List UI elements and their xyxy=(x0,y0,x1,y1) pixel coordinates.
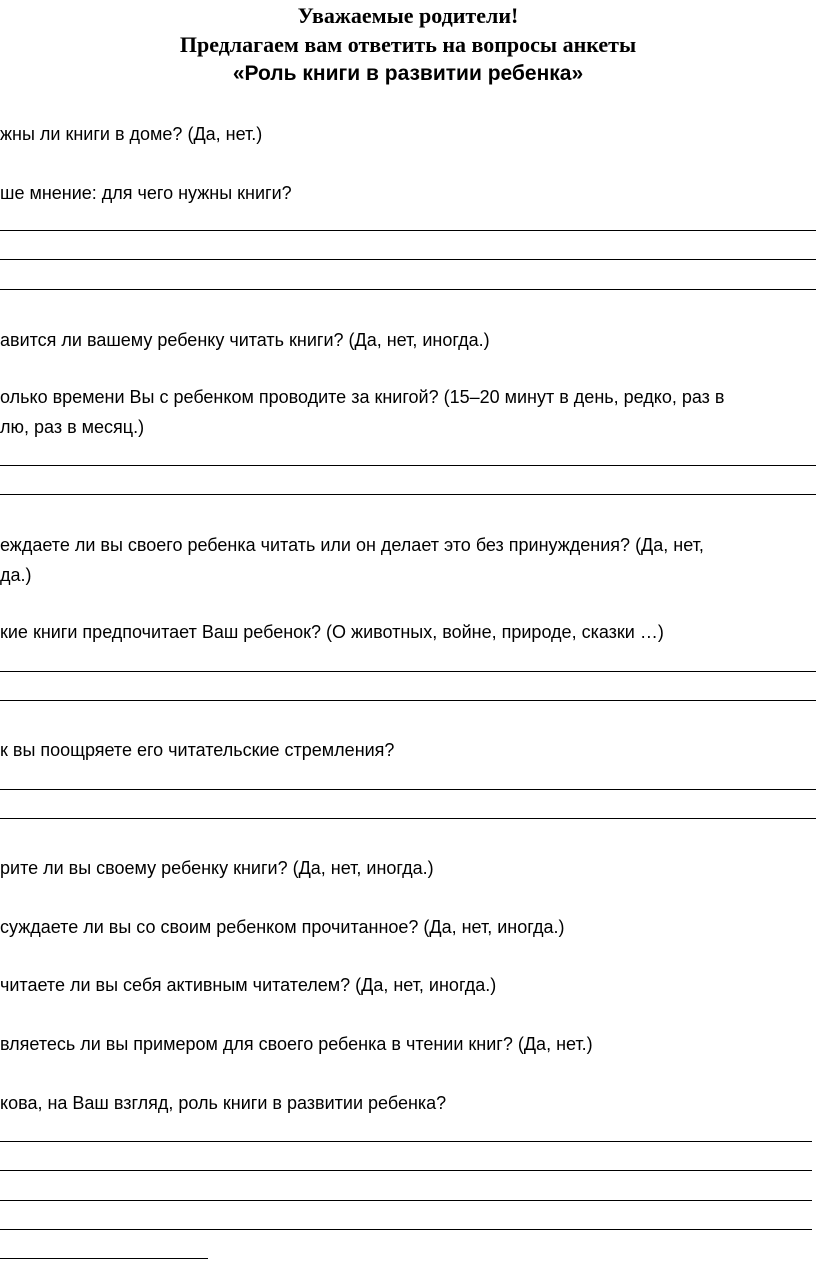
question-3: авится ли вашему ребенку читать книги? (Да, нет, иногда.) xyxy=(0,330,490,350)
answer-line[interactable] xyxy=(0,671,816,672)
question-4: олько времени Вы с ребенком проводите за книгой? (15–20 минут в день, редко, раз в xyxy=(0,387,725,407)
question-2: ше мнение: для чего нужны книги? xyxy=(0,183,292,203)
answer-line[interactable] xyxy=(0,700,816,701)
question-11: вляетесь ли вы примером для своего ребенка в чтении книг? (Да, нет.) xyxy=(0,1034,593,1054)
answer-line[interactable] xyxy=(0,289,816,290)
answer-line[interactable] xyxy=(0,1229,812,1230)
answer-line[interactable] xyxy=(0,259,816,260)
question-12: кова, на Ваш взгляд, роль книги в развитии ребенка? xyxy=(0,1093,447,1113)
survey-topic: «Роль книги в развитии ребенка» xyxy=(232,62,584,85)
answer-line[interactable] xyxy=(0,1141,812,1142)
question-5: еждаете ли вы своего ребенка читать или он делает это без принуждения? (Да, нет, xyxy=(0,535,704,555)
answer-line[interactable] xyxy=(0,465,816,466)
question-9: суждаете ли вы со своим ребенком прочитанное? (Да, нет, иногда.) xyxy=(0,917,565,937)
question-10: читаете ли вы себя активным читателем? (Да, нет, иногда.) xyxy=(0,975,497,995)
survey-intro: Предлагаем вам ответить на вопросы анкеты xyxy=(179,32,637,57)
greeting-title: Уважаемые родители! xyxy=(297,3,519,28)
question-5-continued: да.) xyxy=(0,565,32,585)
answer-line[interactable] xyxy=(0,230,816,231)
question-8: рите ли вы своему ребенку книги? (Да, нет, иногда.) xyxy=(0,858,434,878)
question-4-continued: лю, раз в месяц.) xyxy=(0,417,145,437)
answer-line[interactable] xyxy=(0,1170,812,1171)
answer-line[interactable] xyxy=(0,818,816,819)
answer-line[interactable] xyxy=(0,1200,812,1201)
answer-line[interactable] xyxy=(0,494,816,495)
question-1: жны ли книги в доме? (Да, нет.) xyxy=(0,124,263,144)
question-6: кие книги предпочитает Ваш ребенок? (О животных, войне, природе, сказки …) xyxy=(0,622,664,642)
question-7: к вы поощряете его читательские стремления? xyxy=(0,740,395,760)
answer-line-short[interactable] xyxy=(0,1258,208,1259)
answer-line[interactable] xyxy=(0,789,816,790)
